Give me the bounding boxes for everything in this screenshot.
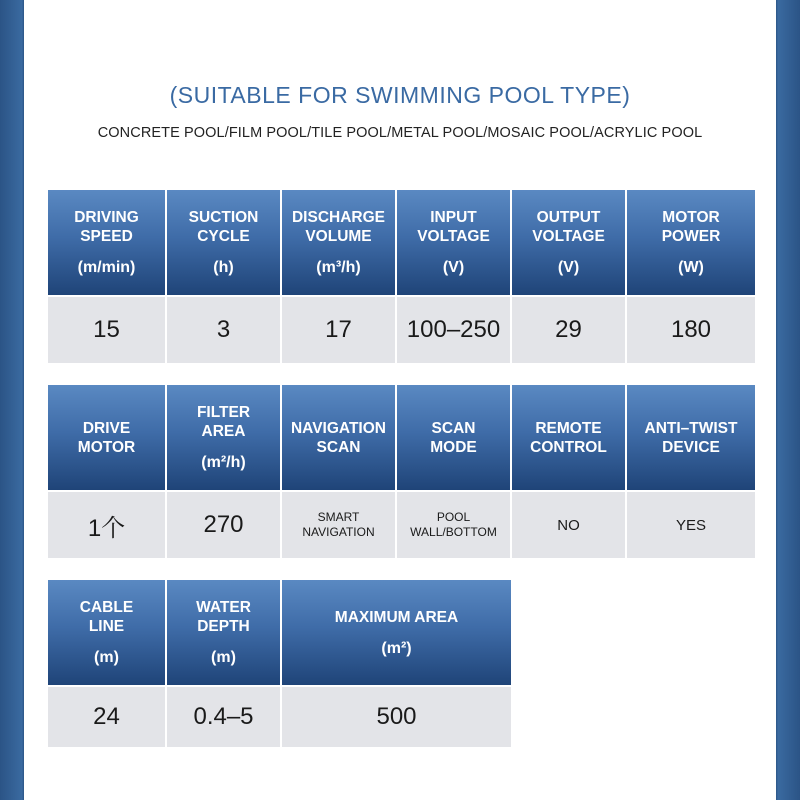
- header-unit: (h): [213, 259, 234, 276]
- header-label: SUCTION CYCLE: [188, 209, 259, 245]
- header-label: REMOTE CONTROL: [530, 419, 607, 456]
- header-drive-motor: [48, 385, 165, 490]
- value-text: POOL WALL/BOTTOM: [410, 510, 497, 539]
- header-unit: (V): [557, 259, 580, 276]
- header-label: DRIVING SPEED: [74, 209, 139, 245]
- header-label: MOTOR POWER: [661, 209, 721, 245]
- header-water-depth: [167, 580, 280, 685]
- value-remote-control: NO: [512, 492, 625, 558]
- header-label: ANTI–TWIST DEVICE: [644, 419, 738, 456]
- header-label: CABLE LINE: [79, 599, 134, 635]
- value-output-voltage: 29: [512, 297, 625, 363]
- page-title: (SUITABLE FOR SWIMMING POOL TYPE): [169, 82, 631, 108]
- header-label: WATER DEPTH: [196, 599, 251, 635]
- value-discharge-volume: 17: [282, 297, 395, 363]
- header-label: DRIVE MOTOR: [77, 419, 136, 456]
- header-unit: (m/min): [77, 259, 136, 276]
- header-filter-area: [167, 385, 280, 490]
- header-motor-power: [627, 190, 755, 295]
- header-discharge-volume: [282, 190, 395, 295]
- value-input-voltage: 100–250: [397, 297, 510, 363]
- header-label: NAVIGATION SCAN: [290, 419, 386, 456]
- header-label: MAXIMUM AREA: [334, 608, 459, 626]
- header-maximum-area: [282, 580, 511, 685]
- header-label: FILTER AREA: [196, 404, 251, 440]
- header-output-voltage: [512, 190, 625, 295]
- value-water-depth: 0.4–5: [167, 687, 280, 747]
- value-motor-power: 180: [627, 297, 755, 363]
- header-unit: (m): [211, 649, 236, 666]
- value-cable-line: 24: [48, 687, 165, 747]
- spec-table-1: [48, 190, 755, 363]
- header-label: DISCHARGE VOLUME: [291, 209, 385, 245]
- header-driving-speed: [48, 190, 165, 295]
- header-navigation-scan: [282, 385, 395, 490]
- value-suction-cycle: 3: [167, 297, 280, 363]
- value-filter-area: 270: [167, 492, 280, 558]
- header-unit: (m²): [381, 639, 412, 657]
- header-label: SCAN MODE: [430, 419, 477, 456]
- header-unit: (m²/h): [201, 454, 246, 471]
- header-unit: (m³/h): [316, 259, 361, 276]
- value-maximum-area: 500: [282, 687, 511, 747]
- header-label: OUTPUT VOLTAGE: [532, 209, 605, 245]
- value-driving-speed: 15: [48, 297, 165, 363]
- header-unit: (W): [678, 259, 704, 276]
- value-anti-twist-device: YES: [627, 492, 755, 558]
- value-drive-motor: 1个: [48, 492, 165, 558]
- header-unit: (V): [442, 259, 465, 276]
- spec-panel: [24, 0, 776, 800]
- header-remote-control: [512, 385, 625, 490]
- header-input-voltage: [397, 190, 510, 295]
- spec-table-2: [48, 385, 755, 558]
- header-suction-cycle: [167, 190, 280, 295]
- header-anti-twist-device: [627, 385, 755, 490]
- header-cable-line: [48, 580, 165, 685]
- pool-types-subtitle: CONCRETE POOL/FILM POOL/TILE POOL/METAL POOL/MOSAIC POOL/ACRYLIC POOL: [97, 125, 703, 141]
- value-text: SMART NAVIGATION: [302, 510, 375, 539]
- value-navigation-scan: [282, 492, 395, 558]
- header-unit: (m): [94, 649, 119, 666]
- header-scan-mode: [397, 385, 510, 490]
- value-scan-mode: [397, 492, 510, 558]
- spec-table-3: [48, 580, 511, 747]
- header-label: INPUT VOLTAGE: [417, 209, 490, 245]
